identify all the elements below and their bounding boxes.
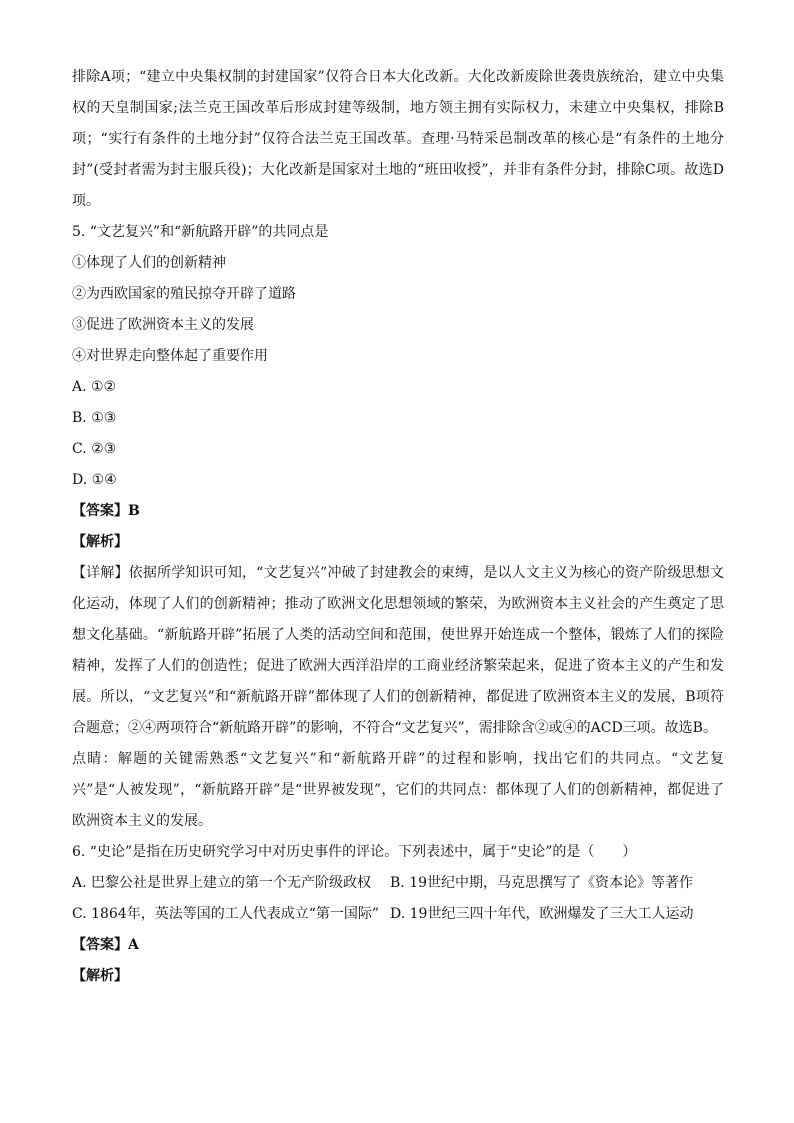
question-5-statement-3: ③促进了欧洲资本主义的发展 (72, 317, 254, 333)
question-6-stem: 6. “史论”是指在历史研究学习中对历史事件的评论。下列表述中，属于“史论”的是（ ） (72, 844, 637, 860)
question-5-option-c: C. ②③ (72, 441, 117, 457)
question-6-option-c: C. 1864年，英法等国的工人代表成立“第一国际” (72, 906, 380, 922)
question-5-statement-1: ①体现了人们的创新精神 (72, 255, 226, 271)
question-5-statement-4: ④对世界走向整体起了重要作用 (72, 348, 268, 364)
question-6-options-row-1 (72, 868, 724, 899)
question-5-detail: 【详解】依据所学知识可知，“文艺复兴”冲破了封建教会的束缚，是以人文主义为核心的资产阶级思想文化运动，体现了人们的创新精神；推动了欧洲文化思想领域的繁荣，为欧洲资本主义社会的产生奠定了思想文化基础。“新航路开辟”拓展了人类的活动空间和范围，使世界开始连成一个整体，锻炼了人们的探险精神，发挥了人们的创造性；促进了欧洲大西洋沿岸的工商业经济繁荣起来，促进了资本主义的产生和发展。所以，“文艺复兴”和“新航路开辟”都体现了人们的创新精神，都促进了欧洲资本主义的发展，B项符合题意；②④两项符合“新航路开辟”的影响，不符合“文艺复兴”，需排除含②或④的ACD三项。故选B。 (72, 565, 724, 736)
question-5-statement-2: ②为西欧国家的殖民掠夺开辟了道路 (72, 286, 296, 302)
question-6-analysis-label: 【解析】 (72, 968, 128, 984)
question-6-option-a: A. 巴黎公社是世界上建立的第一个无产阶级政权 (72, 875, 372, 891)
previous-question-explanation: 排除A项；“建立中央集权制的封建国家”仅符合日本大化改新。大化改新废除世袭贵族统治，建立中央集权的天皇制国家;法兰克王国改革后形成封建等级制，地方领主拥有实际权力，未建立中央集权，排除B项；“实行有条件的土地分封”仅符合法兰克王国改革。查理·马特采邑制改革的核心是“有条件的土地分封”(受封者需为封主服兵役)；大化改新是国家对土地的“班田收授”，并非有条件分封，排除C项。故选D项。 (72, 69, 724, 209)
question-5-analysis-label: 【解析】 (72, 534, 128, 550)
question-5-hint: 点睛：解题的关键需熟悉“文艺复兴”和“新航路开辟”的过程和影响，找出它们的共同点。“文艺复兴”是“人被发现”，“新航路开辟”是“世界被发现”，它们的共同点：都体现了人们的创新精神，都促进了欧洲资本主义的发展。 (72, 751, 724, 829)
question-6-options-row-2 (72, 899, 724, 930)
question-5-option-a: A. ①② (72, 379, 117, 395)
question-5-stem: 5. “文艺复兴”和“新航路开辟”的共同点是 (72, 224, 329, 240)
question-5-option-d: D. ①④ (72, 472, 117, 488)
question-5-answer: 【答案】B (72, 503, 140, 519)
question-6-option-d: D. 19世纪三四十年代，欧洲爆发了三大工人运动 (390, 906, 694, 922)
question-5-option-b: B. ①③ (72, 410, 117, 426)
question-6-option-b: B. 19世纪中期，马克思撰写了《资本论》等著作 (390, 875, 694, 891)
document-page (72, 62, 724, 992)
question-6-answer: 【答案】A (72, 937, 139, 953)
